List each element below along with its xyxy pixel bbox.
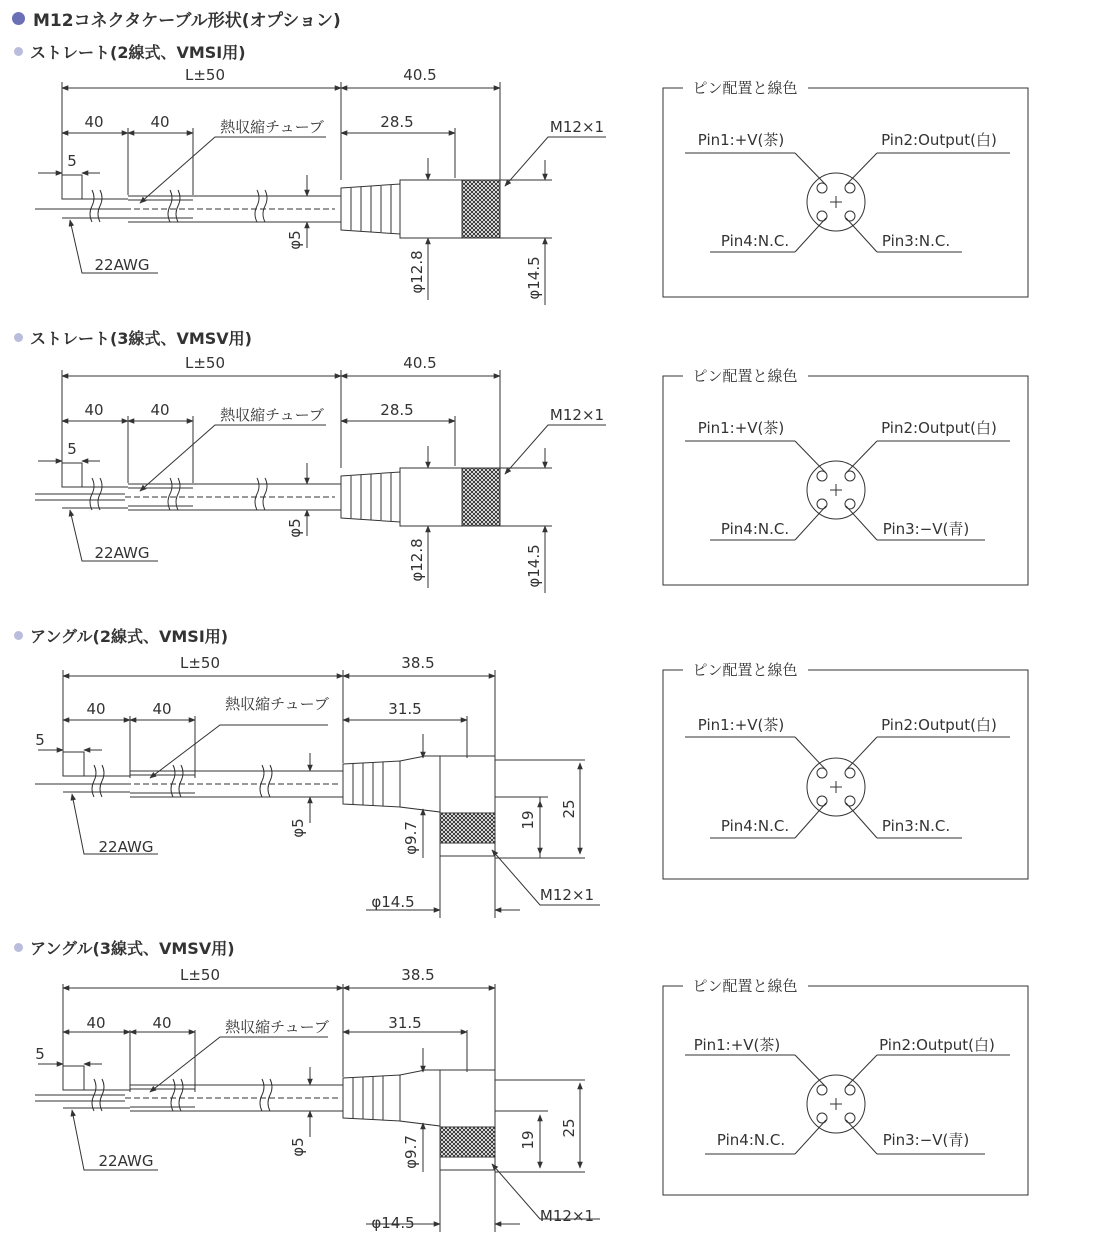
- dim-length: L±50: [184, 66, 226, 84]
- pin-box-title: ピン配置と線色: [692, 661, 798, 679]
- label-phi5: φ5: [286, 230, 304, 250]
- pin2-label: Pin2:Output(白): [881, 131, 997, 149]
- label-heat-shrink: 熱収縮チューブ: [225, 1018, 329, 1036]
- dim-sub: 31.5: [388, 1014, 422, 1032]
- pin-box-title: ピン配置と線色: [692, 79, 798, 97]
- section-heading-text: ストレート(2線式、VMSI用): [30, 43, 246, 62]
- pin4-label: Pin4:N.C.: [720, 232, 790, 250]
- dim-total: 40.5: [403, 354, 437, 372]
- label-phi14-5: φ14.5: [525, 256, 543, 300]
- dim-sub: 28.5: [380, 113, 414, 131]
- label-h25: 25: [560, 1118, 578, 1138]
- pin-box-title: ピン配置と線色: [692, 367, 798, 385]
- pin3-label: Pin3:N.C.: [881, 232, 951, 250]
- pin3-label: Pin3:N.C.: [881, 817, 951, 835]
- pin2-label: Pin2:Output(白): [881, 716, 997, 734]
- label-phi14-5: φ14.5: [525, 544, 543, 588]
- dim-40a: 40: [86, 1014, 106, 1032]
- label-thread: M12×1: [539, 886, 595, 904]
- label-phi-mid: φ12.8: [408, 250, 426, 294]
- label-thread: M12×1: [549, 118, 605, 136]
- label-phi-mid: φ12.8: [408, 538, 426, 582]
- pin1-label: Pin1:+V(茶): [697, 131, 785, 149]
- dim-5: 5: [35, 731, 45, 749]
- label-thread: M12×1: [549, 406, 605, 424]
- label-awg: 22AWG: [94, 256, 150, 274]
- drawing-straight-3wire: [35, 354, 1028, 593]
- label-phi14-5: φ14.5: [371, 1214, 415, 1232]
- pin4-label: Pin4:N.C.: [716, 1131, 786, 1149]
- pin3-label: Pin3:−V(青): [882, 520, 970, 538]
- label-heat-shrink: 熱収縮チューブ: [220, 406, 324, 424]
- label-phi-mid: φ9.7: [402, 1135, 420, 1169]
- section-heading-text: アングル(2線式、VMSI用): [30, 627, 229, 646]
- pin1-label: Pin1:+V(茶): [697, 716, 785, 734]
- pin-box-title: ピン配置と線色: [692, 977, 798, 995]
- labels-angle-2wire: [35, 654, 997, 911]
- label-phi5: φ5: [286, 518, 304, 538]
- dim-40b: 40: [152, 700, 172, 718]
- dim-5: 5: [67, 440, 77, 458]
- label-phi5: φ5: [289, 818, 307, 838]
- label-awg: 22AWG: [94, 544, 150, 562]
- pin4-label: Pin4:N.C.: [720, 817, 790, 835]
- label-h19: 19: [519, 810, 537, 830]
- pin1-label: Pin1:+V(茶): [693, 1036, 781, 1054]
- dim-40a: 40: [84, 401, 104, 419]
- label-heat-shrink: 熱収縮チューブ: [225, 695, 329, 713]
- dim-40b: 40: [150, 113, 170, 131]
- pin4-label: Pin4:N.C.: [720, 520, 790, 538]
- dim-sub: 28.5: [380, 401, 414, 419]
- label-phi14-5: φ14.5: [371, 893, 415, 911]
- dim-total: 40.5: [403, 66, 437, 84]
- label-heat-shrink: 熱収縮チューブ: [220, 118, 324, 136]
- label-thread: M12×1: [539, 1207, 595, 1225]
- pin3-label: Pin3:−V(青): [882, 1131, 970, 1149]
- drawing-angle-3wire: [35, 966, 1028, 1232]
- label-h25: 25: [560, 799, 578, 819]
- dim-total: 38.5: [401, 654, 435, 672]
- label-h19: 19: [519, 1130, 537, 1150]
- page-title-text: M12コネクタケーブル形状(オプション): [33, 11, 341, 31]
- section-heading-text: アングル(3線式、VMSV用): [30, 939, 235, 958]
- dim-40a: 40: [86, 700, 106, 718]
- dim-40b: 40: [150, 401, 170, 419]
- dim-length: L±50: [184, 354, 226, 372]
- dim-total: 38.5: [401, 966, 435, 984]
- dim-5: 5: [67, 152, 77, 170]
- section-heading-text: ストレート(3線式、VMSV用): [30, 329, 252, 348]
- label-phi-mid: φ9.7: [402, 821, 420, 855]
- dim-40b: 40: [152, 1014, 172, 1032]
- label-phi5: φ5: [289, 1137, 307, 1157]
- label-awg: 22AWG: [98, 838, 154, 856]
- pin2-label: Pin2:Output(白): [881, 419, 997, 437]
- dim-length: L±50: [179, 966, 221, 984]
- dim-length: L±50: [179, 654, 221, 672]
- dim-40a: 40: [84, 113, 104, 131]
- dim-sub: 31.5: [388, 700, 422, 718]
- pin1-label: Pin1:+V(茶): [697, 419, 785, 437]
- pin2-label: Pin2:Output(白): [879, 1036, 995, 1054]
- drawing-angle-2wire: [35, 654, 1028, 918]
- dim-5: 5: [35, 1045, 45, 1063]
- label-awg: 22AWG: [98, 1152, 154, 1170]
